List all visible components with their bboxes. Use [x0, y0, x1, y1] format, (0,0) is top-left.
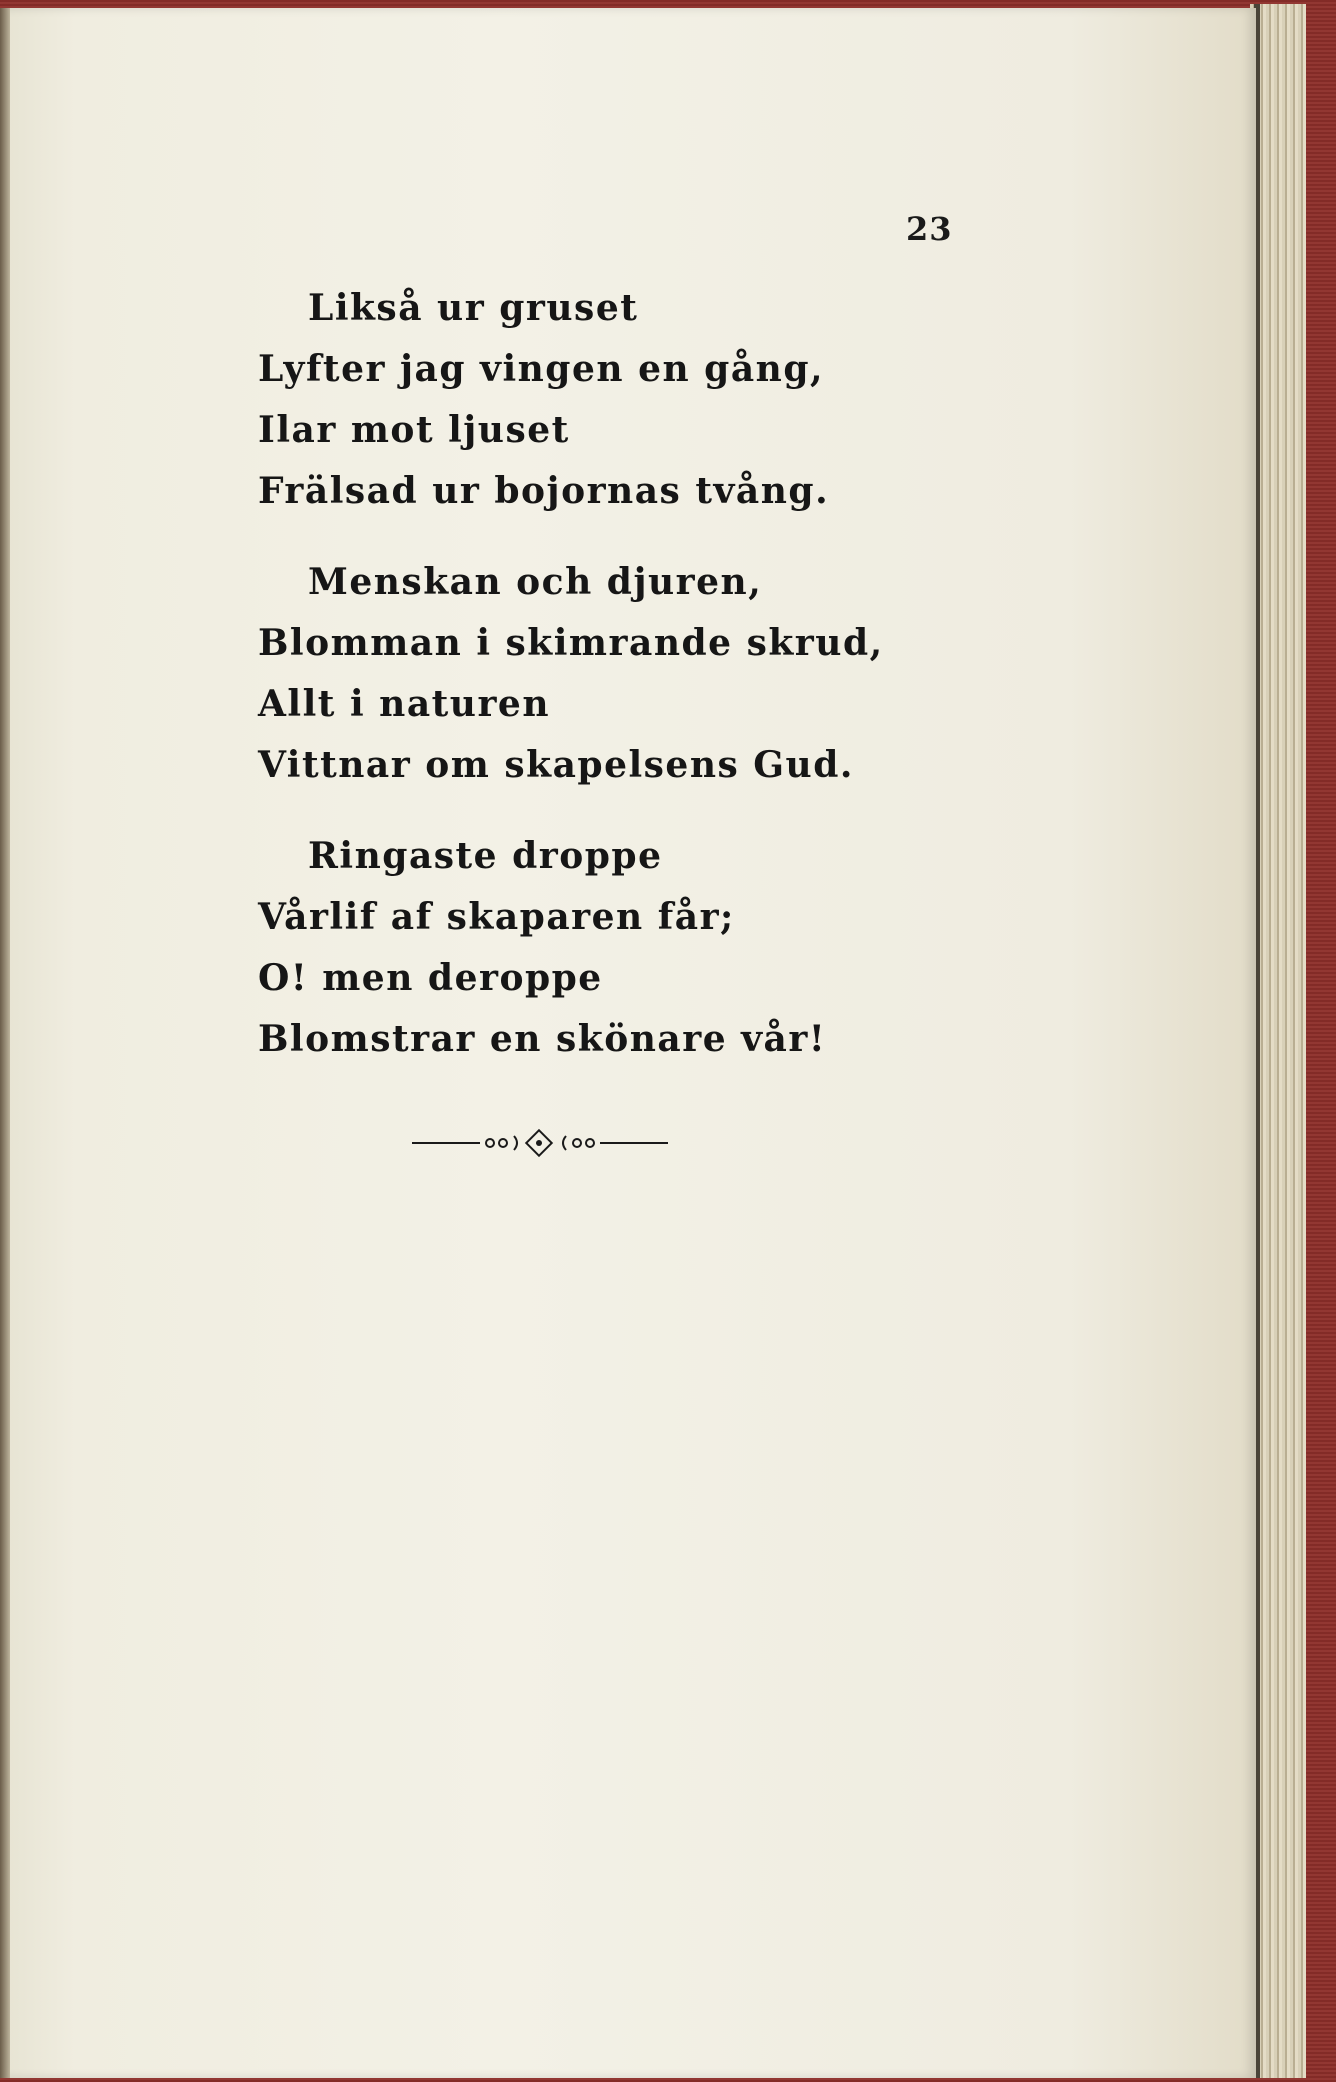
poem-line: Frälsad ur bojornas tvång. [258, 470, 830, 512]
poem-line: Vittnar om skapelsens Gud. [258, 744, 854, 786]
poem-line: Blomstrar en skönare vår! [258, 1018, 827, 1060]
stanza-1 [258, 278, 878, 522]
poem-line: Ringaste droppe [308, 835, 663, 877]
poem-line: Blomman i skimrande skrud, [258, 622, 884, 664]
page-gutter [0, 8, 10, 2078]
ornament-divider-icon [410, 1128, 670, 1158]
stanza-2 [258, 552, 884, 796]
poem-line: Vårlif af skaparen får; [258, 896, 735, 938]
poem-line: Allt i naturen [258, 683, 551, 725]
stanza-3 [258, 826, 878, 1070]
poem-line: Ilar mot ljuset [258, 409, 570, 451]
poem-line: Menskan och djuren, [308, 561, 763, 603]
poem-line: Likså ur gruset [308, 287, 639, 329]
poem-line: O! men deroppe [258, 957, 603, 999]
poem-line: Lyfter jag vingen en gång, [258, 348, 825, 390]
page-number: 23 [906, 210, 953, 248]
